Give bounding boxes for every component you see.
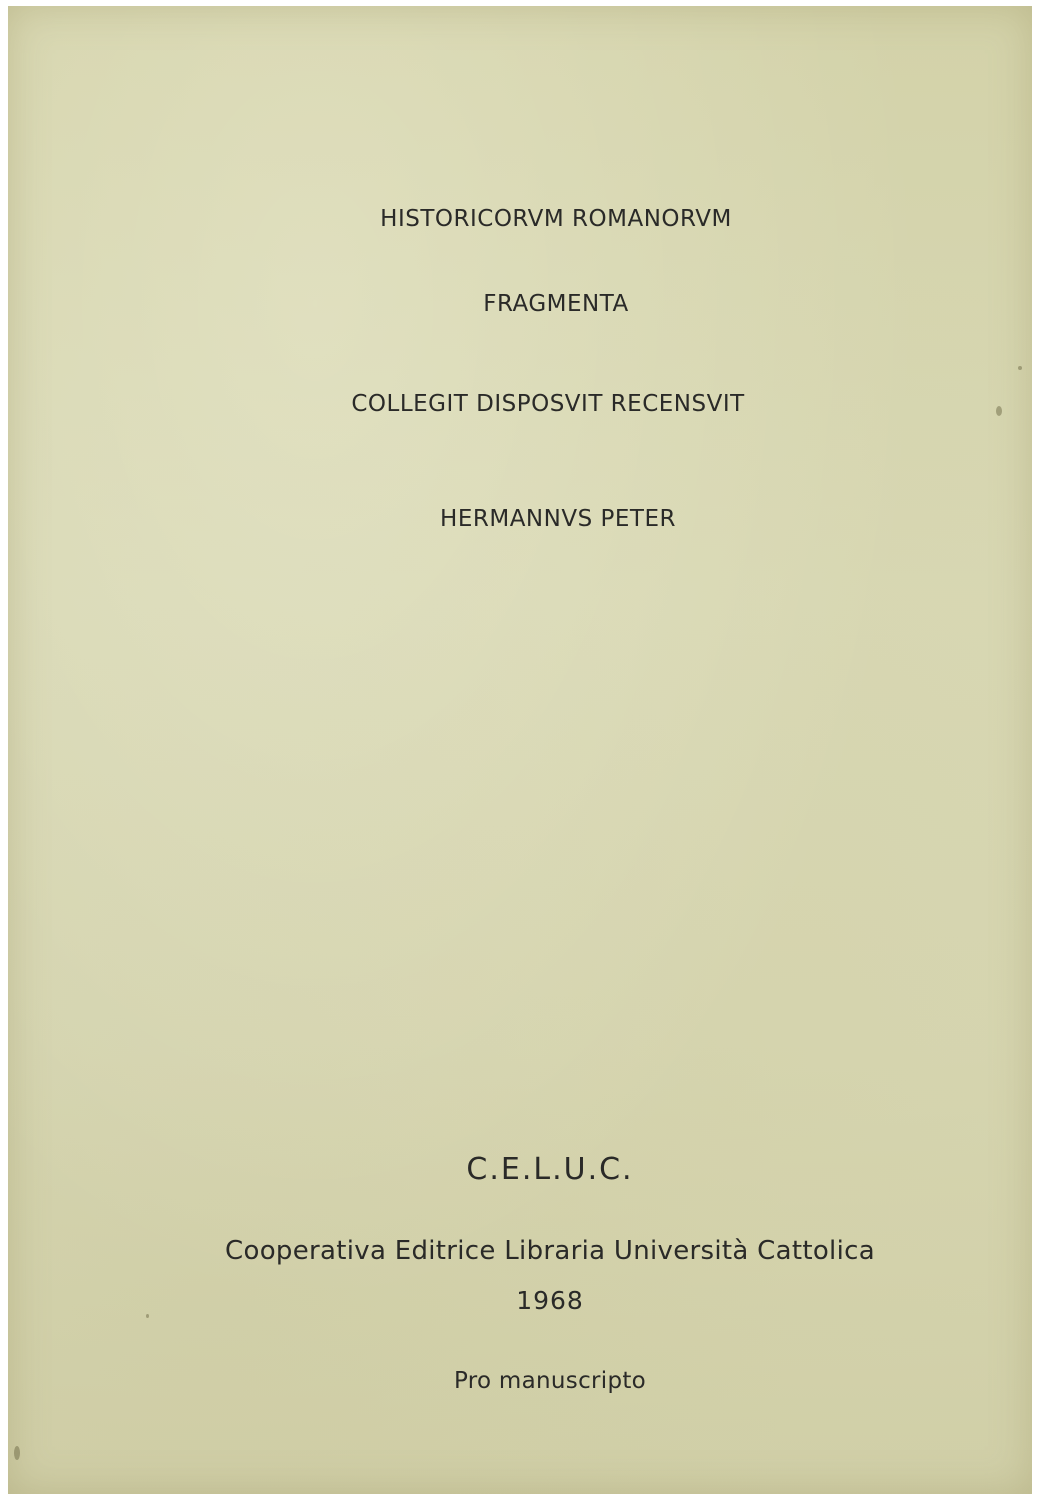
publisher-name: Cooperativa Editrice Libraria Università Cattolica xyxy=(225,1236,875,1266)
title-line-3: COLLEGIT DISPOSVIT RECENSVIT xyxy=(351,391,745,417)
title-line-1: HISTORICORVM ROMANORVM xyxy=(380,206,732,232)
pro-manuscripto-note: Pro manuscripto xyxy=(453,1368,647,1394)
publication-year: 1968 xyxy=(516,1286,584,1315)
paper-speck xyxy=(1018,366,1022,370)
publisher-abbreviation: C.E.L.U.C. xyxy=(466,1152,634,1187)
title-line-2: FRAGMENTA xyxy=(483,291,629,317)
author-name: HERMANNVS PETER xyxy=(440,506,676,532)
book-cover xyxy=(8,6,1032,1494)
paper-speck xyxy=(996,406,1002,416)
paper-speck xyxy=(146,1314,149,1318)
paper-speck xyxy=(14,1446,20,1460)
